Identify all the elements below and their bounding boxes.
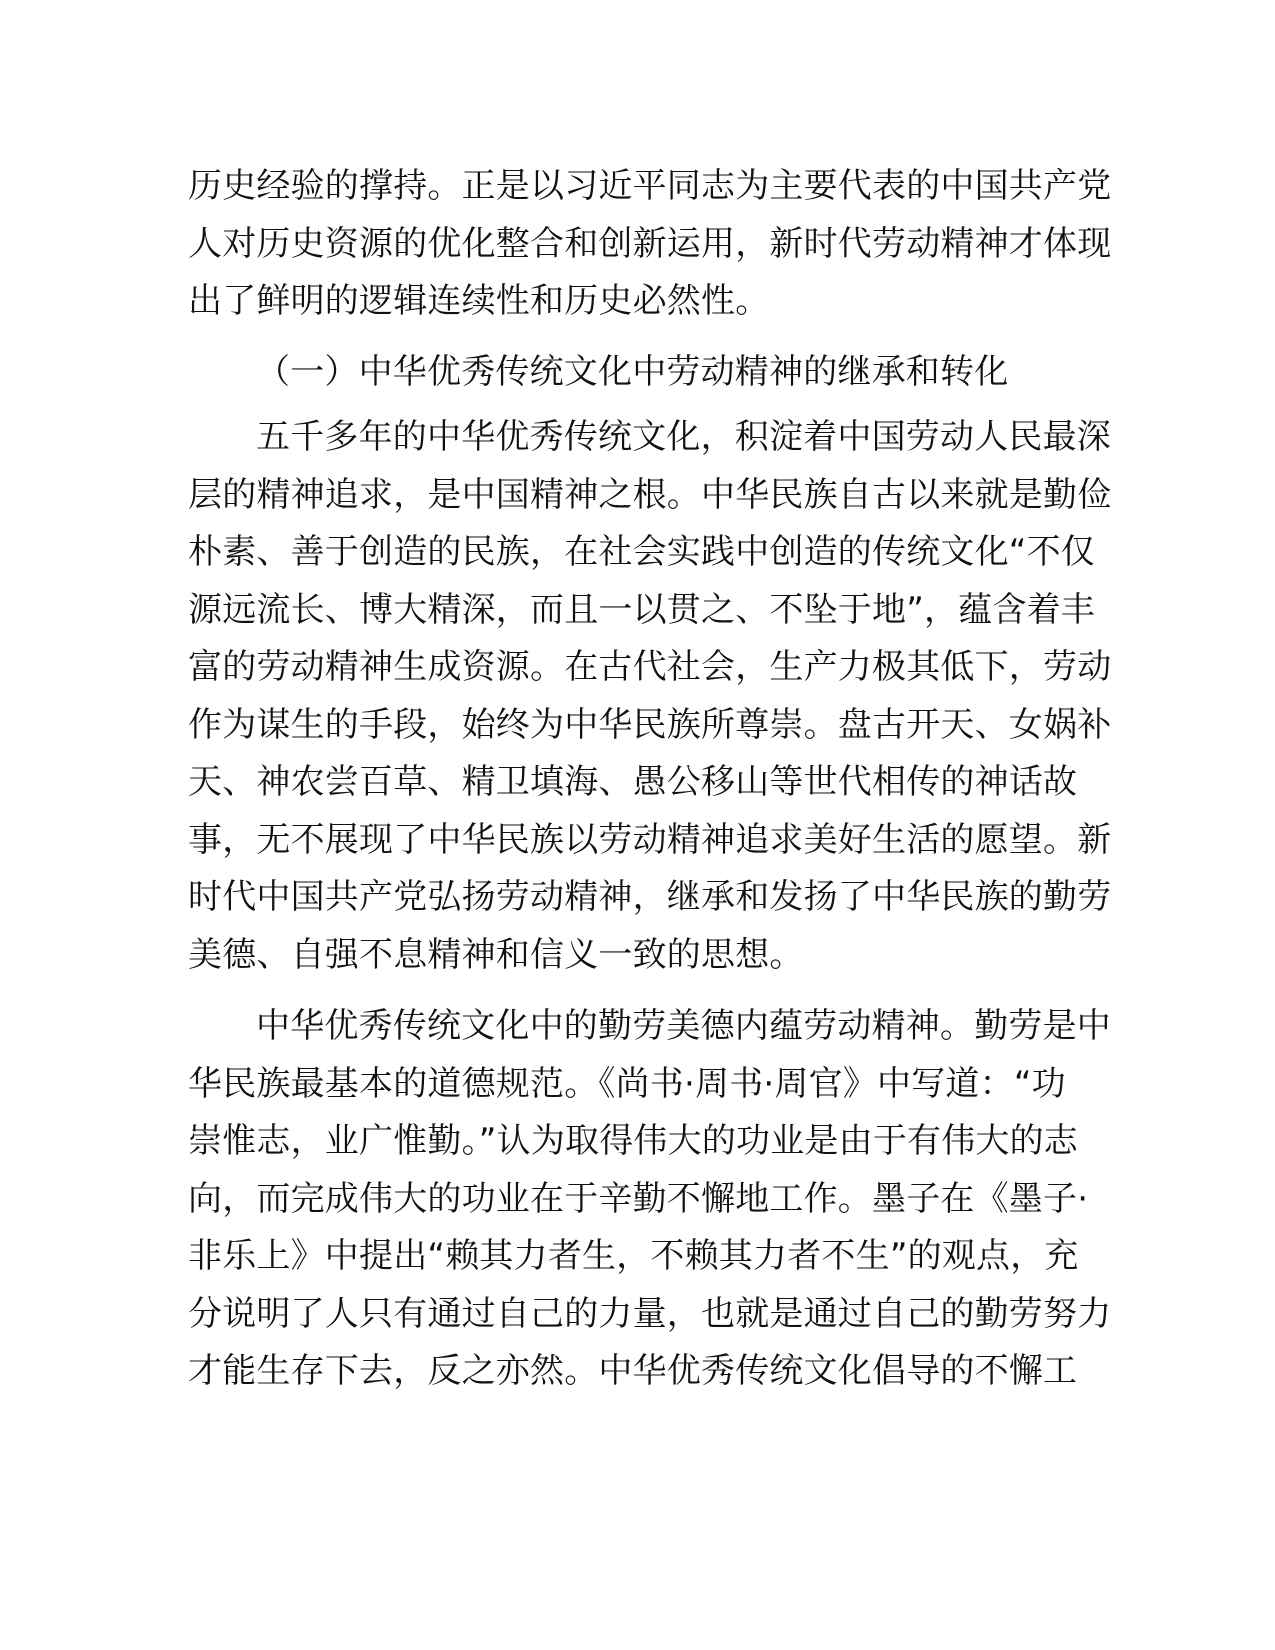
paragraph-line: 人对历史资源的优化整合和创新运用，新时代劳动精神才体现 [188,223,1112,264]
paragraph-line: 朴素、善于创造的民族，在社会实践中创造的传统文化“不仅 [188,532,1096,572]
paragraph-line: 作为谋生的手段，始终为中华民族所尊崇。盘古开天、女娲补 [188,704,1112,745]
paragraph-line: 事，无不展现了中华民族以劳动精神追求美好生活的愿望。新 [188,819,1112,860]
paragraph-line: 向，而完成伟大的功业在于辛勤不懈地工作。墨子在《墨子· [188,1178,1089,1219]
paragraph-3 [188,998,1112,1401]
paragraph-line: 崇惟志，业广惟勤。”认为取得伟大的功业是由于有伟大的志 [188,1121,1079,1161]
paragraph-line: 分说明了人只有通过自己的力量，也就是通过自己的勤劳努力 [188,1293,1112,1334]
paragraph-1 [188,158,1112,331]
paragraph-line: 出了鲜明的逻辑连续性和历史必然性。 [188,281,770,321]
paragraph-line: 时代中国共产党弘扬劳动精神，继承和发扬了中华民族的勤劳 [188,877,1112,917]
paragraph-line: 中华优秀传统文化中的勤劳美德内蕴劳动精神。勤劳是中 [256,1006,1111,1046]
paragraph-line: 层的精神追求，是中国精神之根。中华民族自古以来就是勤俭 [188,474,1112,515]
paragraph-line: 富的劳动精神生成资源。在古代社会，生产力极其低下，劳动 [188,647,1112,687]
section-heading: （一）中华优秀传统文化中劳动精神的继承和转化 [256,352,1009,392]
paragraph-line: 天、神农尝百草、精卫填海、愚公移山等世代相传的神话故 [188,762,1078,802]
paragraph-line: 五千多年的中华优秀传统文化，积淀着中国劳动人民最深 [256,417,1111,457]
paragraph-line: 非乐上》中提出“赖其力者生，不赖其力者不生”的观点，充 [188,1236,1079,1276]
paragraph-2 [188,409,1112,984]
paragraph-line: 华民族最基本的道德规范。《尚书·周书·周官》中写道：“功 [188,1063,1066,1104]
paragraph-line: 美德、自强不息精神和信义一致的思想。 [188,934,804,975]
paragraph-line: 历史经验的撑持。正是以习近平同志为主要代表的中国共产党 [188,166,1112,206]
section-heading-block [188,344,1092,402]
paragraph-line: 才能生存下去，反之亦然。中华优秀传统文化倡导的不懈工 [188,1351,1078,1391]
paragraph-line: 源远流长、博大精深，而且一以贯之、不坠于地”，蕴含着丰 [188,589,1096,630]
